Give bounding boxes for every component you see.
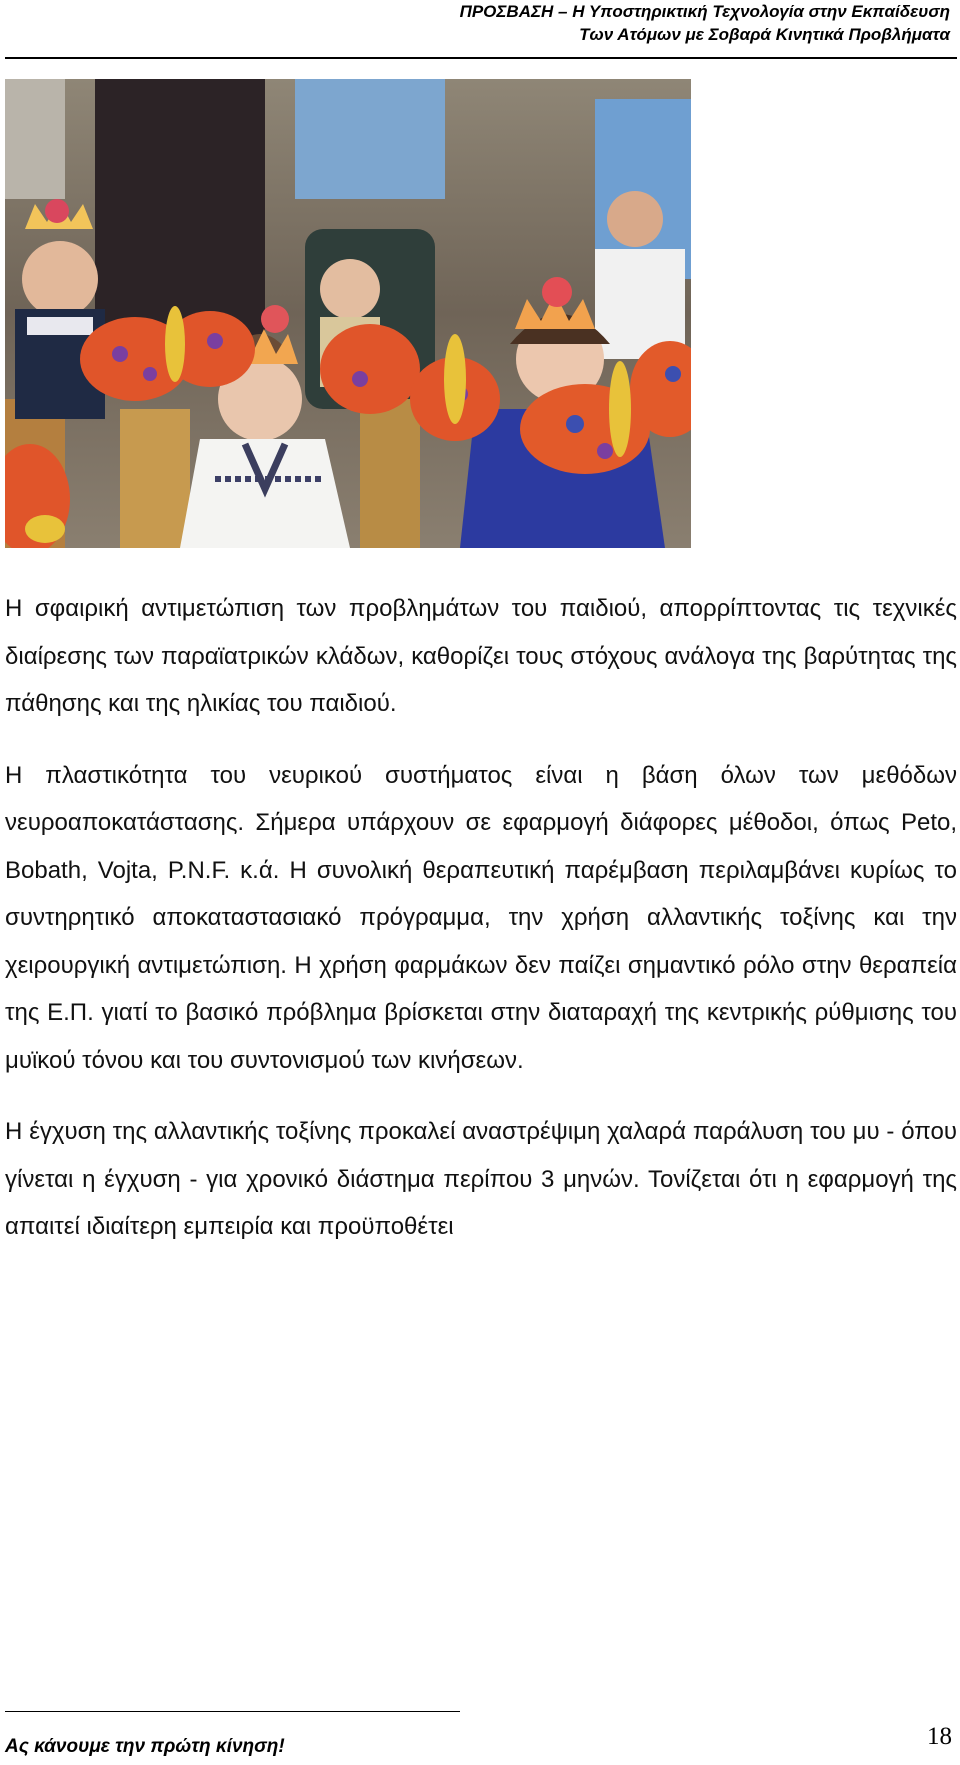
page-number: 18: [927, 1723, 952, 1750]
paragraph-3: Η έγχυση της αλλαντικής τοξίνης προκαλεί αναστρέψιμη χαλαρά παράλυση του μυ - όπου γίνεται η έγχυση - για χρονικό διάστημα περίπου 3 μηνών. Τονίζεται ότι η εφαρμογή της απαιτεί ιδιαίτερη εμπειρία και προϋποθέτει: [5, 1118, 957, 1240]
header-divider: [5, 57, 957, 59]
children-photo: [5, 79, 691, 548]
header-line-2: Των Ατόμων με Σοβαρά Κινητικά Προβλήματα: [579, 25, 950, 44]
body-text: [5, 585, 957, 1251]
footer-title: Ας κάνουμε την πρώτη κίνηση!: [5, 1736, 285, 1757]
paragraph-2: Η πλαστικότητα του νευρικού συστήματος είναι η βάση όλων των μεθόδων νευροαποκατάστασης. Σήμερα υπάρχουν σε εφαρμογή διάφορες μέθοδοι, όπως Peto, Bobath, Vojta, P.N.F. κ.ά. Η συνολική θεραπευτική παρέμβαση περιλαμβάνει κυρίως το συντηρητικό αποκαταστασιακό πρόγραμμα, την χρήση αλλαντικής τοξίνης και την χειρουργική αντιμετώπιση. Η χρήση φαρμάκων δεν παίζει σημαντικό ρόλο στην θεραπεία της Ε.Π. γιατί το βασικό πρόβλημα βρίσκεται στην διαταραχή της κεντρικής ρύθμισης του μυϊκού τόνου και του συντονισμού των κινήσεων.: [5, 761, 957, 1074]
photo-illustration: [5, 79, 691, 548]
header-line-1: ΠΡΟΣΒΑΣΗ – Η Υποστηρικτική Τεχνολογία στην Εκπαίδευση: [459, 2, 950, 21]
paragraph-1: Η σφαιρική αντιμετώπιση των προβλημάτων του παιδιού, απορρίπτοντας τις τεχνικές διαίρεσης των παραϊατρικών κλάδων, καθορίζει τους στόχους ανάλογα της βαρύτητας της πάθησης και της ηλικίας του παιδιού.: [5, 595, 957, 717]
page-header: [50, 0, 950, 46]
footer-divider: [5, 1711, 460, 1712]
